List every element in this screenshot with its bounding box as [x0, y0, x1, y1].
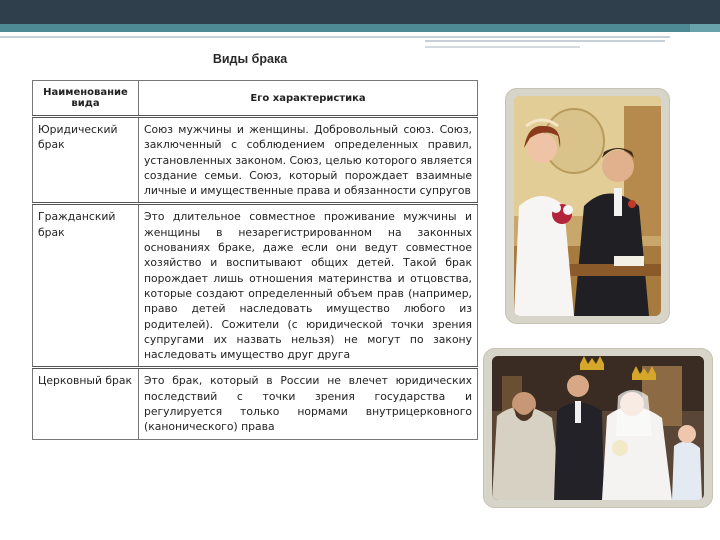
table-row	[33, 368, 478, 439]
decor-line	[425, 46, 580, 48]
church-wedding-photo	[492, 356, 704, 500]
marriage-types-table	[32, 80, 478, 440]
row-description: Это длительное совместное проживание мужчины и женщины в незарегистрированном на законных основаниях браке, даже если они ведут совместное хозяйство и воспитывают общих детей. Такой брак порождает лишь отношения материнства и отцовства, которые создают определенный объем прав (например, право детей наследовать имущество любого из родителей). Сожители (с юридической точки зрения супругами их назвать нельзя) не могут по закону наследовать имущество друг друга	[139, 204, 478, 368]
row-term: Юридический брак	[33, 117, 139, 204]
table-row	[33, 204, 478, 368]
row-term: Церковный брак	[33, 368, 139, 439]
top-bar	[0, 0, 720, 24]
table-row	[33, 117, 478, 204]
row-term: Гражданский брак	[33, 204, 139, 368]
table-header-row	[33, 81, 478, 117]
top-bar-accent	[0, 24, 720, 32]
header-name: Наименование вида	[33, 81, 139, 117]
row-description: Союз мужчины и женщины. Добровольный союз. Союз, заключенный с соблюдением определенных правил, установленных законом. Союз, целью которого является создание семьи. Союз, который порождает взаимные личные и имущественные права и обязанности супругов	[139, 117, 478, 204]
top-bar-accent-highlight	[690, 24, 720, 32]
table-title: Виды брака	[212, 52, 288, 66]
civil-wedding-photo	[514, 96, 661, 316]
header-characteristic: Его характеристика	[139, 81, 478, 117]
decor-line	[0, 36, 670, 38]
row-description: Это брак, который в России не влечет юридических последствий с точки зрения государства и регулируется только нормами внутрицерковного (канонического) права	[139, 368, 478, 439]
decor-line	[425, 40, 665, 42]
